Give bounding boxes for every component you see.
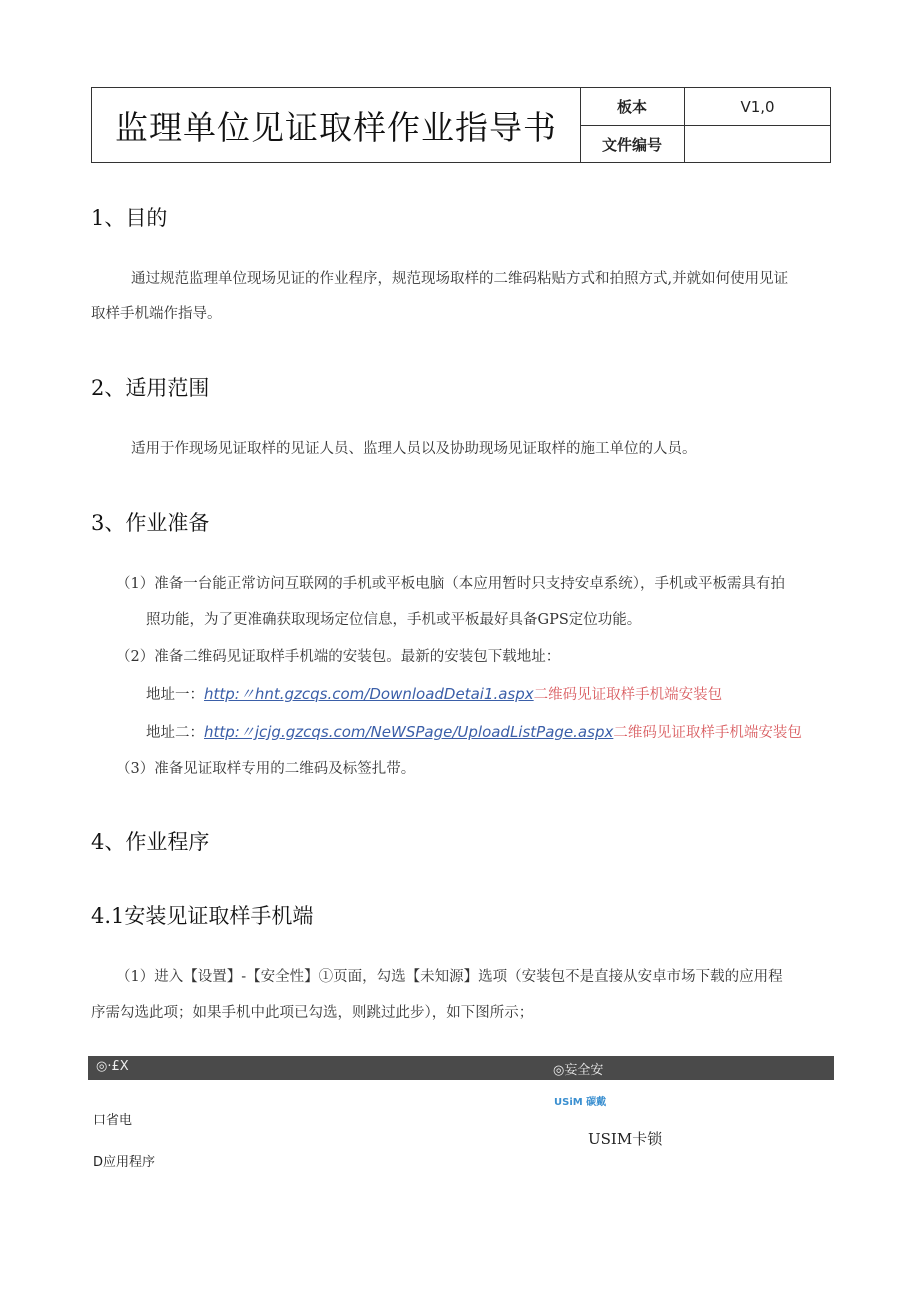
address-1-link[interactable]: http:〃hnt.gzcqs.com/DownloadDetai1.aspx [204,685,534,703]
section-3-item1-line1: （1）准备一台能正常访问互联网的手机或平板电脑（本应用暂时只支持安卓系统），手机或平板需具有拍 [116,576,785,592]
version-label: 板本 [580,88,685,126]
section-2-para: 适用于作现场见证取样的见证人员、监理人员以及协助现场见证取样的施工单位的人员。 [131,441,697,457]
screenshot-status-bar [88,1056,834,1080]
section-4-step1-line2: 序需勾选此项；如果手机中此项已勾选，则跳过此步），如下图所示； [91,1005,534,1021]
status-bar-left-text: ◎·£X [96,1059,129,1074]
section-3-item2: （2）准备二维码见证取样手机端的安装包。最新的安装包下载地址： [116,649,561,665]
address-2 [146,715,802,750]
section-4-heading: 4、作业程序 [91,830,210,854]
version-value: V1,0 [685,88,830,126]
address-1-label: 地址一： [146,687,204,703]
address-2-link[interactable]: http:〃jcjg.gzcqs.com/NeWSPage/UploadListPage.aspx [204,723,614,741]
docno-value [685,126,830,162]
settings-item-power[interactable]: 口省电 [93,1113,133,1128]
docno-label: 文件编号 [580,126,685,162]
section-4-1-heading: 4.1安装见证取样手机端 [91,904,314,928]
doc-header-table [91,87,831,163]
usim-small-label: USiM 碳戴 [554,1097,607,1108]
section-3-item3: （3）准备见证取样专用的二维码及标签扎带。 [116,761,416,777]
section-3-heading: 3、作业准备 [91,511,210,535]
address-1-note: 二维码见证取样手机端安装包 [533,687,723,703]
doc-title: 监理单位见证取样作业指导书 [92,88,581,162]
status-bar-right-text: ◎妄全安 [553,1063,604,1078]
section-4-step1-line1: （1）进入【设置】-【安全性】①页面，勾选【未知源】选项（安装包不是直接从安卓市场下载的应用程 [116,969,783,985]
section-1-para-line1: 通过规范监理单位现场见证的作业程序，规范现场取样的二维码粘贴方式和拍照方式,并就如何使用见证 [131,271,789,287]
address-2-label: 地址二： [146,725,204,741]
settings-item-usim-lock[interactable]: USIM卡锁 [588,1130,663,1148]
address-1 [146,677,722,712]
address-2-note: 二维码见证取样手机端安装包 [613,725,802,741]
settings-item-apps[interactable]: D应用程序 [93,1155,156,1170]
section-3-item1-line2: 照功能，为了更准确获取现场定位信息，手机或平板最好具备GPS定位功能。 [146,612,642,628]
section-1-para-line2: 取样手机端作指导。 [91,306,222,322]
section-1-heading: 1、目的 [91,206,168,230]
section-2-heading: 2、适用范围 [91,376,210,400]
